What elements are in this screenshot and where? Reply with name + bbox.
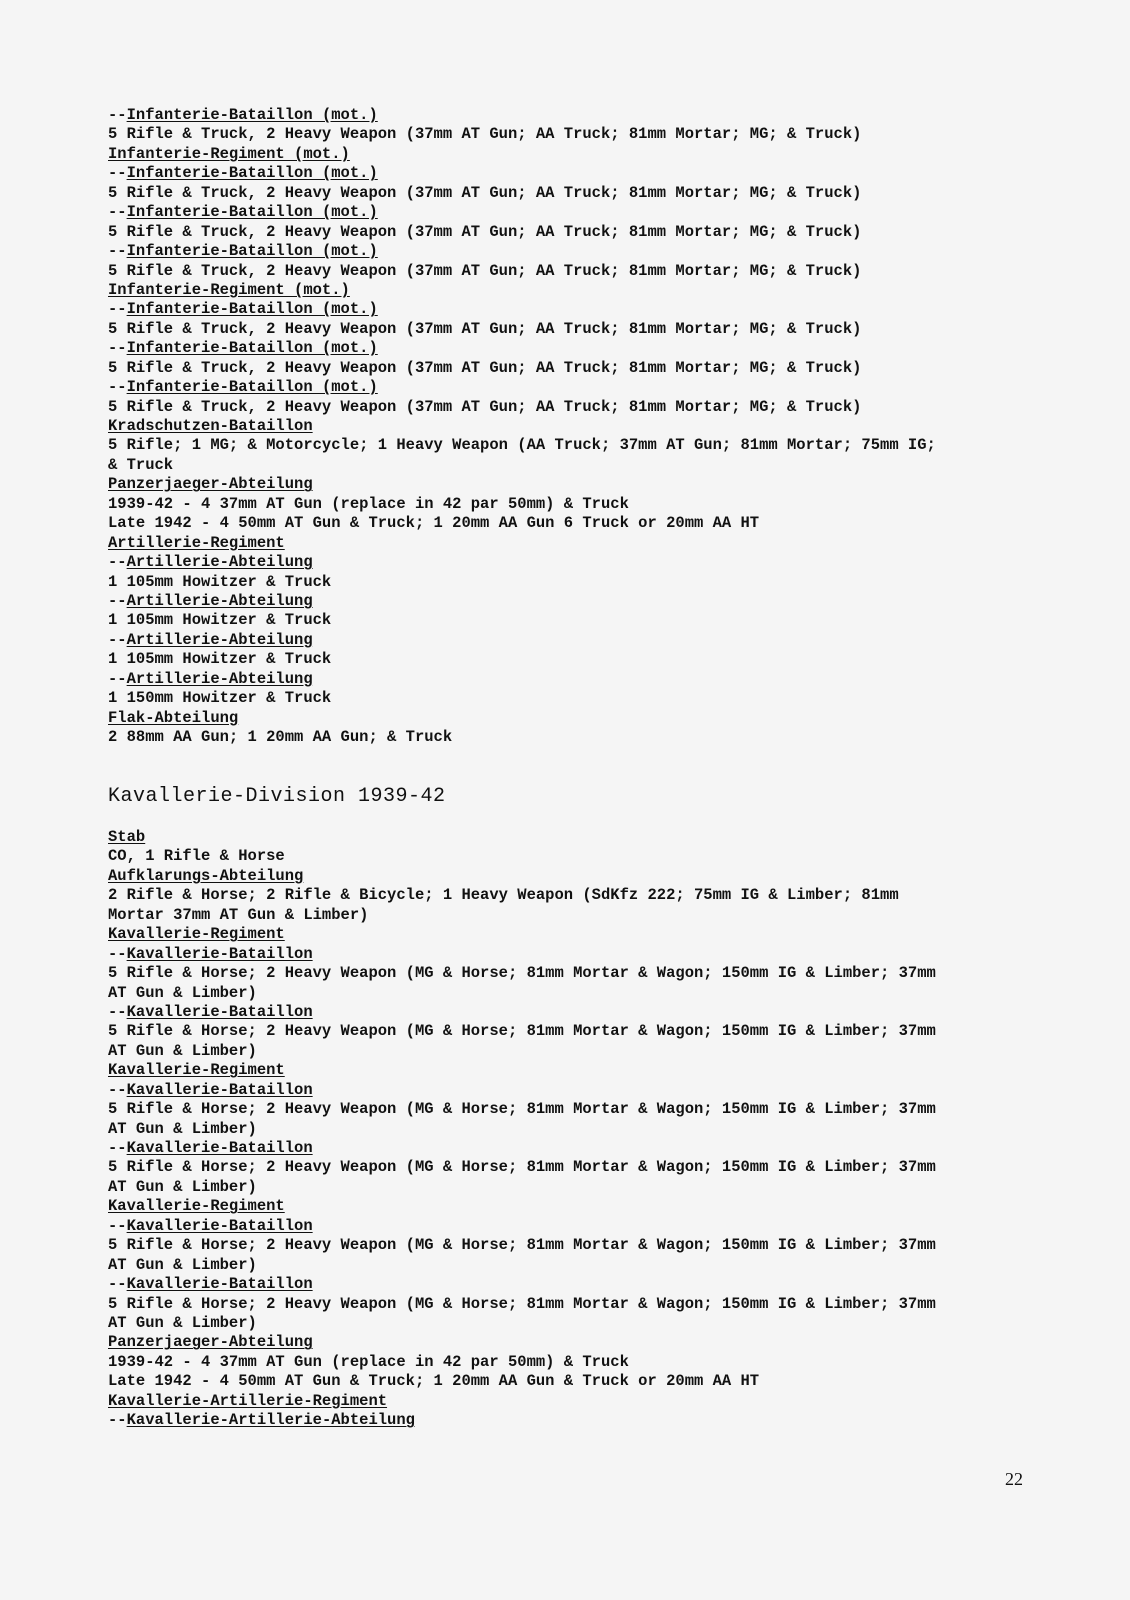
unit-name: Infanterie-Bataillon (mot.)	[126, 339, 378, 358]
unit-composition-line	[108, 689, 1088, 708]
unit-heading-line	[108, 1197, 1088, 1216]
unit-composition-line	[108, 398, 1088, 417]
unit-name: Infanterie-Bataillon (mot.)	[126, 300, 378, 319]
sub-unit-prefix: --	[108, 553, 127, 572]
unit-name: Flak-Abteilung	[108, 708, 239, 727]
unit-heading-line	[108, 203, 1088, 222]
unit-name: Infanterie-Regiment (mot.)	[108, 280, 350, 299]
unit-composition: 5 Rifle & Truck, 2 Heavy Weapon (37mm AT Gun; AA Truck; 81mm Mortar; MG; & Truck)	[108, 183, 862, 202]
unit-name: Kavallerie-Regiment	[108, 925, 285, 944]
unit-heading-line	[108, 1411, 1088, 1430]
unit-composition-line	[108, 223, 1088, 242]
unit-composition-line	[108, 984, 1088, 1003]
unit-composition-line	[108, 125, 1088, 144]
unit-composition-line	[108, 1100, 1088, 1119]
unit-composition: 1 150mm Howitzer & Truck	[108, 689, 332, 708]
sub-unit-prefix: --	[108, 669, 127, 688]
sub-unit-prefix: --	[108, 1411, 127, 1430]
unit-composition: 5 Rifle & Horse; 2 Heavy Weapon (MG & Horse; 81mm Mortar & Wagon; 150mm IG & Limber; 37mm	[108, 1236, 936, 1255]
unit-heading-line	[108, 670, 1088, 689]
unit-composition: 5 Rifle & Truck, 2 Heavy Weapon (37mm AT Gun; AA Truck; 81mm Mortar; MG; & Truck)	[108, 261, 862, 280]
unit-name: Kavallerie-Regiment	[108, 1061, 285, 1080]
unit-heading-line	[108, 828, 1088, 847]
unit-composition: 1939-42 - 4 37mm AT Gun (replace in 42 par 50mm) & Truck	[108, 494, 629, 513]
unit-composition-line	[108, 359, 1088, 378]
unit-name: Infanterie-Bataillon (mot.)	[126, 164, 378, 183]
unit-composition: & Truck	[108, 455, 174, 474]
unit-composition-line	[108, 964, 1088, 983]
unit-composition-line	[108, 184, 1088, 203]
section-kavallerie-division	[108, 828, 1088, 1431]
unit-name: Kavallerie-Artillerie-Abteilung	[126, 1411, 415, 1430]
unit-heading-line	[108, 1333, 1088, 1352]
unit-composition-line	[108, 1314, 1088, 1333]
unit-composition-line	[108, 573, 1088, 592]
unit-name: Kavallerie-Bataillon	[126, 1275, 313, 1294]
unit-composition: AT Gun & Limber)	[108, 1313, 257, 1332]
unit-composition-line	[108, 1256, 1088, 1275]
sub-unit-prefix: --	[108, 1275, 127, 1294]
sub-unit-prefix: --	[108, 630, 127, 649]
unit-heading-line	[108, 300, 1088, 319]
unit-heading-line	[108, 1275, 1088, 1294]
unit-composition: 5 Rifle; 1 MG; & Motorcycle; 1 Heavy Weapon (AA Truck; 37mm AT Gun; 81mm Mortar; 75mm IG;	[108, 436, 936, 455]
unit-composition: 5 Rifle & Truck, 2 Heavy Weapon (37mm AT Gun; AA Truck; 81mm Mortar; MG; & Truck)	[108, 319, 862, 338]
unit-name: Infanterie-Bataillon (mot.)	[126, 203, 378, 222]
unit-heading-line	[108, 378, 1088, 397]
unit-composition-line	[108, 436, 1088, 455]
unit-name: Kavallerie-Bataillon	[126, 1139, 313, 1157]
sub-unit-prefix: --	[108, 944, 127, 963]
unit-composition: 5 Rifle & Truck, 2 Heavy Weapon (37mm AT Gun; AA Truck; 81mm Mortar; MG; & Truck)	[108, 125, 862, 144]
unit-composition: AT Gun & Limber)	[108, 1041, 257, 1060]
unit-heading-line	[108, 339, 1088, 358]
unit-name: Aufklarungs-Abteilung	[108, 866, 304, 885]
unit-composition: Late 1942 - 4 50mm AT Gun & Truck; 1 20mm AA Gun 6 Truck or 20mm AA HT	[108, 514, 760, 533]
unit-heading-line	[108, 1061, 1088, 1080]
unit-composition: 1 105mm Howitzer & Truck	[108, 572, 332, 591]
unit-name: Kavallerie-Artillerie-Regiment	[108, 1391, 388, 1410]
unit-composition: 5 Rifle & Horse; 2 Heavy Weapon (MG & Horse; 81mm Mortar & Wagon; 150mm IG & Limber; 37mm	[108, 1022, 936, 1041]
unit-name: Stab	[108, 828, 146, 846]
section-heading: Kavallerie-Division 1939-42	[108, 785, 446, 808]
sub-unit-prefix: --	[108, 106, 127, 124]
sub-unit-prefix: --	[108, 164, 127, 183]
sub-unit-prefix: --	[108, 300, 127, 319]
unit-heading-line	[108, 242, 1088, 261]
page-number: 22	[1005, 1469, 1023, 1489]
unit-composition-line	[108, 728, 1088, 747]
unit-name: Kradschutzen-Bataillon	[108, 417, 313, 435]
unit-name: Kavallerie-Bataillon	[126, 1002, 313, 1021]
unit-name: Kavallerie-Bataillon	[126, 1080, 313, 1099]
unit-name: Artillerie-Abteilung	[126, 669, 313, 688]
unit-name: Artillerie-Abteilung	[126, 630, 313, 649]
sub-unit-prefix: --	[108, 1002, 127, 1021]
section-infanterie-continued	[108, 106, 1088, 747]
unit-heading-line	[108, 1217, 1088, 1236]
unit-heading-line	[108, 867, 1088, 886]
unit-composition-line	[108, 1178, 1088, 1197]
unit-heading-line	[108, 106, 1088, 125]
unit-name: Panzerjaeger-Abteilung	[108, 1333, 313, 1352]
unit-heading-line	[108, 1392, 1088, 1411]
unit-composition: AT Gun & Limber)	[108, 1119, 257, 1138]
unit-composition-line	[108, 611, 1088, 630]
unit-composition: AT Gun & Limber)	[108, 1255, 257, 1274]
unit-composition-line	[108, 320, 1088, 339]
unit-heading-line	[108, 145, 1088, 164]
sub-unit-prefix: --	[108, 1216, 127, 1235]
unit-heading-line	[108, 553, 1088, 572]
unit-composition-line	[108, 1042, 1088, 1061]
unit-name: Panzerjaeger-Abteilung	[108, 475, 313, 494]
unit-name: Kavallerie-Bataillon	[126, 944, 313, 963]
unit-composition-line	[108, 456, 1088, 475]
unit-composition: AT Gun & Limber)	[108, 983, 257, 1002]
unit-composition: 5 Rifle & Truck, 2 Heavy Weapon (37mm AT Gun; AA Truck; 81mm Mortar; MG; & Truck)	[108, 222, 862, 241]
sub-unit-prefix: --	[108, 1139, 127, 1157]
unit-name: Infanterie-Regiment (mot.)	[108, 144, 350, 163]
unit-composition: 5 Rifle & Horse; 2 Heavy Weapon (MG & Horse; 81mm Mortar & Wagon; 150mm IG & Limber; 37mm	[108, 1294, 936, 1313]
unit-name: Infanterie-Bataillon (mot.)	[126, 106, 378, 124]
unit-heading-line	[108, 709, 1088, 728]
unit-composition: 5 Rifle & Horse; 2 Heavy Weapon (MG & Horse; 81mm Mortar & Wagon; 150mm IG & Limber; 37mm	[108, 1100, 936, 1119]
unit-composition-line	[108, 1372, 1088, 1391]
unit-name: Kavallerie-Bataillon	[126, 1216, 313, 1235]
unit-heading-line	[108, 281, 1088, 300]
sub-unit-prefix: --	[108, 242, 127, 261]
unit-composition-line	[108, 1120, 1088, 1139]
unit-name: Infanterie-Bataillon (mot.)	[126, 242, 378, 261]
unit-name: Artillerie-Abteilung	[126, 591, 313, 610]
unit-composition-line	[108, 1022, 1088, 1041]
unit-heading-line	[108, 925, 1088, 944]
unit-heading-line	[108, 592, 1088, 611]
unit-composition: 2 Rifle & Horse; 2 Rifle & Bicycle; 1 Heavy Weapon (SdKfz 222; 75mm IG & Limber; 81mm	[108, 886, 899, 905]
unit-heading-line	[108, 417, 1088, 436]
unit-heading-line	[108, 1003, 1088, 1022]
unit-composition-line	[108, 262, 1088, 281]
unit-composition: 1 105mm Howitzer & Truck	[108, 650, 332, 669]
unit-composition: Late 1942 - 4 50mm AT Gun & Truck; 1 20mm AA Gun & Truck or 20mm AA HT	[108, 1372, 760, 1391]
unit-name: Infanterie-Bataillon (mot.)	[126, 378, 378, 397]
unit-composition-line	[108, 514, 1088, 533]
unit-composition-line	[108, 1353, 1088, 1372]
unit-heading-line	[108, 534, 1088, 553]
unit-heading-line	[108, 164, 1088, 183]
unit-composition-line	[108, 1158, 1088, 1177]
unit-heading-line	[108, 475, 1088, 494]
unit-composition: AT Gun & Limber)	[108, 1177, 257, 1196]
sub-unit-prefix: --	[108, 378, 127, 397]
unit-heading-line	[108, 1139, 1088, 1158]
unit-composition-line	[108, 1295, 1088, 1314]
unit-composition: 5 Rifle & Truck, 2 Heavy Weapon (37mm AT Gun; AA Truck; 81mm Mortar; MG; & Truck)	[108, 358, 862, 377]
unit-name: Artillerie-Regiment	[108, 533, 285, 552]
unit-composition: 5 Rifle & Truck, 2 Heavy Weapon (37mm AT Gun; AA Truck; 81mm Mortar; MG; & Truck)	[108, 397, 862, 416]
unit-composition-line	[108, 495, 1088, 514]
unit-name: Kavallerie-Regiment	[108, 1197, 285, 1216]
unit-composition: CO, 1 Rifle & Horse	[108, 847, 285, 866]
unit-name: Artillerie-Abteilung	[126, 553, 313, 572]
unit-heading-line	[108, 631, 1088, 650]
unit-heading-line	[108, 945, 1088, 964]
unit-composition: 5 Rifle & Horse; 2 Heavy Weapon (MG & Horse; 81mm Mortar & Wagon; 150mm IG & Limber; 37mm	[108, 964, 936, 983]
unit-composition: 1 105mm Howitzer & Truck	[108, 611, 332, 630]
unit-composition-line	[108, 1236, 1088, 1255]
unit-composition-line	[108, 650, 1088, 669]
unit-heading-line	[108, 1081, 1088, 1100]
sub-unit-prefix: --	[108, 1080, 127, 1099]
sub-unit-prefix: --	[108, 203, 127, 222]
sub-unit-prefix: --	[108, 339, 127, 358]
unit-composition-line	[108, 847, 1088, 866]
unit-composition: 2 88mm AA Gun; 1 20mm AA Gun; & Truck	[108, 728, 453, 746]
unit-composition-line	[108, 886, 1088, 905]
sub-unit-prefix: --	[108, 591, 127, 610]
unit-composition: 1939-42 - 4 37mm AT Gun (replace in 42 par 50mm) & Truck	[108, 1352, 629, 1371]
unit-composition-line	[108, 906, 1088, 925]
unit-composition: 5 Rifle & Horse; 2 Heavy Weapon (MG & Horse; 81mm Mortar & Wagon; 150mm IG & Limber; 37mm	[108, 1158, 936, 1177]
unit-composition: Mortar 37mm AT Gun & Limber)	[108, 905, 369, 924]
